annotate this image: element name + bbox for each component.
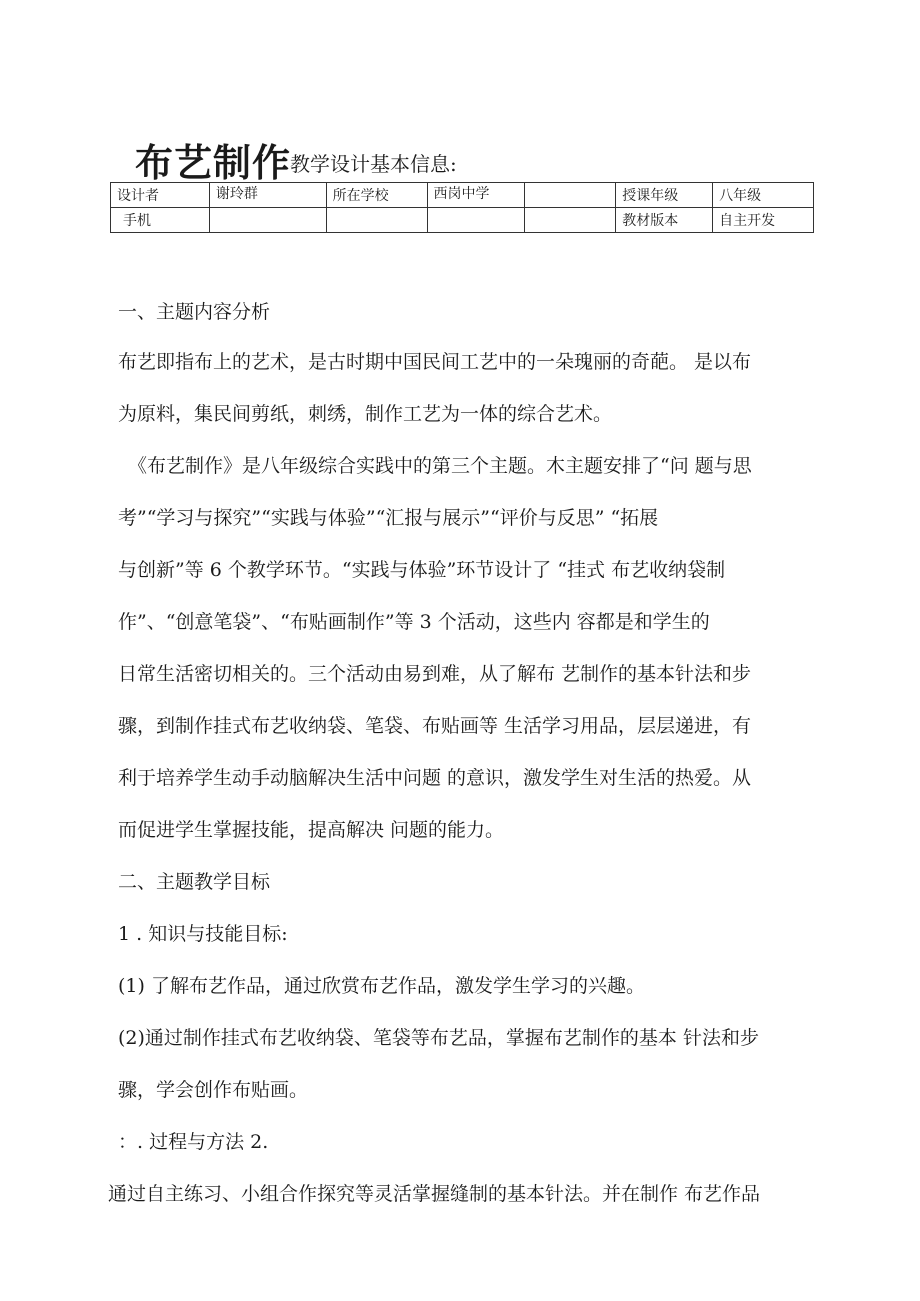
table-cell: 西岗中学 [427, 183, 525, 208]
paragraph-line: 骤，到制作挂式布艺收纳袋、笔袋、布贴画等 生活学习用品，层层递进，有 [118, 715, 752, 737]
table-cell [326, 208, 427, 233]
section-heading: 二、主题教学目标 [118, 871, 271, 893]
table-cell: 自主开发 [713, 208, 814, 233]
paragraph-line: 通过自主练习、小组合作探究等灵活掌握缝制的基本针法。并在制作 布艺作品 [108, 1183, 761, 1205]
document-title: 布艺制作 [135, 141, 292, 185]
document-subtitle: 教学设计基本信息: [290, 152, 457, 176]
list-item: (2)通过制作挂式布艺收纳袋、笔袋等布艺品，掌握布艺制作的基本 针法和步 [118, 1027, 759, 1049]
table-cell: 教材版本 [616, 208, 713, 233]
table-cell: 授课年级 [616, 183, 713, 208]
subsection-heading: 1 . 知识与技能目标: [118, 923, 288, 945]
table-row [111, 208, 814, 233]
section-heading: 一、主题内容分析 [118, 301, 271, 323]
paragraph-line: 为原料，集民间剪纸，刺绣，制作工艺为一体的综合艺术。 [118, 403, 613, 425]
paragraph-line: 考”“学习与探究”“实践与体验”“汇报与展示”“评价与反思” “拓展 [118, 507, 659, 529]
paragraph-line: 而促进学生掌握技能，提高解决 问题的能力。 [118, 819, 505, 841]
paragraph-line: 《布艺制作》是八年级综合实践中的第三个主题。木主题安排了“问 题与思 [128, 455, 752, 477]
paragraph-line: 与创新”等 6 个教学环节。“实践与体验”环节设计了 “挂式 布艺收纳袋制 [118, 559, 726, 581]
paragraph-line: 骤，学会创作布贴画。 [118, 1079, 309, 1101]
paragraph-line: 日常生活密切相关的。三个活动由易到难，从了解布 艺制作的基本针法和步 [118, 663, 752, 685]
table-cell [525, 208, 616, 233]
table-cell: 谢玲群 [209, 183, 326, 208]
table-cell [427, 208, 525, 233]
info-table [110, 182, 814, 233]
table-cell: 手机 [111, 208, 210, 233]
table-cell [209, 208, 326, 233]
table-cell: 八年级 [713, 183, 814, 208]
subsection-heading: ：. 过程与方法 2. [118, 1131, 269, 1153]
table-cell [525, 183, 616, 208]
list-item: (1) 了解布艺作品，通过欣赏布艺作品，激发学生学习的兴趣。 [118, 975, 645, 997]
table-row [111, 183, 814, 208]
table-cell: 所在学校 [326, 183, 427, 208]
table-cell: 设计者 [111, 183, 210, 208]
paragraph-line: 布艺即指布上的艺术，是古时期中国民间工艺中的一朵瑰丽的奇葩。 是以布 [118, 351, 752, 373]
paragraph-line: 利于培养学生动手动脑解决生活中问题 的意识，激发学生对生活的热爱。从 [118, 767, 752, 789]
paragraph-line: 作”、“创意笔袋”、“布贴画制作”等 3 个活动，这些内 容都是和学生的 [118, 611, 710, 633]
